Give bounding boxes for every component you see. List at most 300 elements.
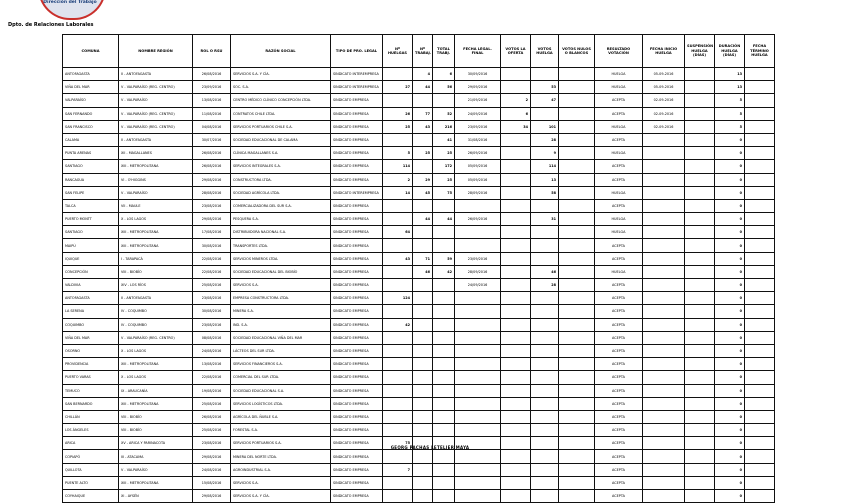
table-cell: 0 [715,160,745,173]
table-cell: 5 [715,107,745,120]
table-cell [643,397,685,410]
table-cell [501,213,531,226]
table-cell: PESQUERA S.A. [231,213,331,226]
table-cell: 22/08/2016 [193,371,231,384]
table-cell: SINDICATO EMPRESA [331,331,383,344]
table-cell: VIÑA DEL MAR [63,331,119,344]
table-cell [501,199,531,212]
table-cell [685,265,715,278]
table-cell: 25 [383,120,413,133]
table-cell [745,476,775,489]
table-cell: 30/08/2016 [193,239,231,252]
column-header: VOTOS HUELGA [531,35,559,68]
table-cell: 04/08/2016 [193,120,231,133]
table-cell: 44 [413,81,433,94]
table-row [63,410,775,423]
table-cell [685,331,715,344]
table-row [63,173,775,186]
table-cell [383,68,413,81]
table-cell: ACEPTA [595,133,643,146]
logo [38,0,102,20]
table-cell [559,331,595,344]
table-cell [685,476,715,489]
table-cell [643,450,685,463]
table-cell [531,490,559,503]
table-cell [501,292,531,305]
table-cell [685,279,715,292]
table-cell: XIII - METROPOLITANA [119,239,193,252]
table-cell: HUELGA [595,186,643,199]
table-cell [559,239,595,252]
table-cell: 59 [433,252,455,265]
table-cell [455,226,501,239]
table-cell: 29/08/2016 [193,173,231,186]
table-cell: 0 [715,226,745,239]
table-cell: SOCIEDAD EDUCACIONAL DEL BIOBÍO [231,265,331,278]
table-cell: 0 [715,213,745,226]
table-cell [383,133,413,146]
table-cell [745,279,775,292]
table-cell [685,133,715,146]
table-cell [643,265,685,278]
table-cell: COMERCIALIZADORA DEL SUR S.A. [231,199,331,212]
table-cell [559,279,595,292]
table-cell [433,305,455,318]
table-cell: 2 [501,94,531,107]
table-cell: ACEPTA [595,239,643,252]
table-cell [531,463,559,476]
table-cell [643,213,685,226]
table-cell: TALCA [63,199,119,212]
table-cell [501,384,531,397]
table-cell [643,226,685,239]
table-cell: 0 [715,252,745,265]
table-row [63,371,775,384]
table-cell [383,344,413,357]
table-cell [433,476,455,489]
table-cell: 5 [715,120,745,133]
table-cell [531,226,559,239]
table-cell [531,410,559,423]
table-cell [643,384,685,397]
table-cell [413,344,433,357]
table-cell [685,410,715,423]
table-cell: XIII - METROPOLITANA [119,397,193,410]
table-cell: COYHAIQUE [63,490,119,503]
table-cell [745,410,775,423]
table-cell [433,344,455,357]
table-cell [745,173,775,186]
column-header: ROL O RSU [193,35,231,68]
table-cell [685,397,715,410]
table-cell [685,160,715,173]
table-cell: 28 [531,133,559,146]
table-cell: SINDICATO EMPRESA [331,226,383,239]
table-cell: 25 [433,173,455,186]
table-cell: 0 [715,424,745,437]
table-cell [643,331,685,344]
table-cell: SINDICATO EMPRESA [331,265,383,278]
table-cell: 0 [715,318,745,331]
table-cell: LOS ÁNGELES [63,424,119,437]
table-cell: 05-09-2016 [643,68,685,81]
table-cell: HUELGA [595,147,643,160]
table-cell: 75 [383,437,413,450]
table-cell: CHILLÁN [63,410,119,423]
table-cell: VALPARAÍSO [63,94,119,107]
table-cell [559,358,595,371]
table-cell: SINDICATO INTEREMPRESA [331,81,383,94]
table-cell [559,120,595,133]
table-cell [685,358,715,371]
table-cell: X - LOS LAGOS [119,213,193,226]
table-cell: SINDICATO INTEREMPRESA [331,186,383,199]
table-cell: 101 [531,120,559,133]
table-cell [383,476,413,489]
table-cell: 5 [715,94,745,107]
table-cell: 53 [531,81,559,94]
table-cell: 26/08/2016 [193,160,231,173]
table-cell [383,371,413,384]
table-cell: VIII - BIOBÍO [119,424,193,437]
table-cell [531,331,559,344]
column-header: SUSPENSIÓN HUELGA (DÍAS) [685,35,715,68]
table-cell [559,226,595,239]
table-cell [559,173,595,186]
table-cell [455,199,501,212]
table-cell: 23/09/2016 [455,252,501,265]
table-cell [501,226,531,239]
table-cell [685,318,715,331]
table-cell: 58 [531,186,559,199]
table-cell: 77 [413,107,433,120]
table-cell: SINDICATO EMPRESA [331,305,383,318]
table-cell [531,199,559,212]
table-cell: ACEPTA [595,476,643,489]
table-cell: XIV - LOS RÍOS [119,279,193,292]
table-cell [685,463,715,476]
table-cell [413,358,433,371]
table-cell: ACEPTA [595,305,643,318]
table-cell [559,490,595,503]
table-cell [455,410,501,423]
table-cell: 22/08/2016 [193,265,231,278]
table-cell [685,239,715,252]
table-cell: CENTRO MÉDICO CLÍNICO CONCEPCIÓN LTDA. [231,94,331,107]
table-row [63,160,775,173]
report-table [62,34,775,503]
table-cell: 45 [413,186,433,199]
table-cell [501,331,531,344]
table-cell: 6 [501,107,531,120]
table-cell [643,252,685,265]
footer-text: GEORG PACHAS LETELIER MAYA [390,445,470,450]
table-cell [531,476,559,489]
table-cell: SERVICIOS PORTUARIOS CHILE S.A. [231,120,331,133]
table-cell: 0 [715,410,745,423]
table-cell: HUELGA [595,226,643,239]
table-cell [501,173,531,186]
table-cell: 114 [383,160,413,173]
table-cell [745,371,775,384]
table-cell [383,490,413,503]
table-cell: SINDICATO EMPRESA [331,120,383,133]
table-row [63,279,775,292]
table-cell: CLÍNICA MAGALLANES S.A. [231,147,331,160]
table-cell [433,463,455,476]
table-cell [643,133,685,146]
table-cell [559,410,595,423]
table-cell: SINDICATO EMPRESA [331,424,383,437]
table-cell: 13 [715,81,745,94]
table-cell [685,292,715,305]
table-cell: V - VALPARAÍSO (REG. CENTRO) [119,81,193,94]
table-cell: 64 [383,226,413,239]
table-cell: 0 [715,133,745,146]
table-row [63,226,775,239]
table-cell [559,292,595,305]
table-cell [413,94,433,107]
table-cell: HUELGA [595,265,643,278]
table-cell [643,463,685,476]
table-cell [413,476,433,489]
table-cell: SINDICATO EMPRESA [331,173,383,186]
table-cell: MINERA DEL NORTE LTDA. [231,450,331,463]
table-cell [745,107,775,120]
table-cell [413,133,433,146]
table-cell [643,292,685,305]
table-cell [501,490,531,503]
table-cell [745,226,775,239]
table-cell [413,450,433,463]
table-cell [433,292,455,305]
table-cell: 02-09-2016 [643,120,685,133]
column-header: Nº TRABAJ. [413,35,433,68]
table-cell: 0 [715,147,745,160]
table-cell [559,397,595,410]
table-cell [559,107,595,120]
table-cell [685,384,715,397]
column-header: NOMBRE REGIÓN [119,35,193,68]
table-cell [413,318,433,331]
department-title: Dpto. de Relaciones Laborales [8,22,94,28]
table-cell: SERVICIOS S.A. [231,279,331,292]
table-row [63,94,775,107]
table-cell [643,476,685,489]
table-cell: 02-09-2016 [643,94,685,107]
table-cell: MAIPÚ [63,239,119,252]
table-cell: 17/08/2016 [193,226,231,239]
table-cell: TEMUCO [63,384,119,397]
table-cell [559,371,595,384]
table-cell [531,384,559,397]
table-cell [531,450,559,463]
table-row [63,318,775,331]
table-cell: SOCIEDAD EDUCACIONAL S.A. [231,384,331,397]
table-cell [433,239,455,252]
table-cell: 0 [715,371,745,384]
table-cell [383,239,413,252]
table-cell [745,68,775,81]
table-cell: V - VALPARAÍSO [119,463,193,476]
table-cell: VIII - BIOBÍO [119,265,193,278]
table-row [63,147,775,160]
table-row [63,120,775,133]
table-row [63,331,775,344]
table-cell: ANTOFAGASTA [63,68,119,81]
table-header-row [63,35,775,68]
table-cell: VI - O'HIGGINS [119,173,193,186]
table-cell: PUENTE ALTO [63,476,119,489]
table-cell [643,147,685,160]
table-cell: 0 [715,186,745,199]
table-cell: AGROINDUSTRIAL S.A. [231,463,331,476]
table-cell: 13/08/2016 [193,358,231,371]
table-cell [433,331,455,344]
table-cell [745,147,775,160]
table-cell: V - VALPARAÍSO (REG. CENTRO) [119,120,193,133]
table-cell: 0 [715,173,745,186]
table-row [63,490,775,503]
table-cell: SERVICIOS S.A. [231,476,331,489]
table-cell: 23/08/2016 [193,318,231,331]
table-cell [643,199,685,212]
table-cell [685,344,715,357]
table-cell [559,463,595,476]
table-cell: ACEPTA [595,94,643,107]
table-row [63,133,775,146]
table-cell: EMPRESA CONSTRUCTORA LTDA. [231,292,331,305]
table-row [63,81,775,94]
table-cell [501,160,531,173]
table-cell: 0 [715,331,745,344]
table-cell: 23/08/2016 [193,437,231,450]
table-cell: 05/09/2016 [455,160,501,173]
table-cell: IV - COQUIMBO [119,305,193,318]
table-cell: 124 [383,292,413,305]
table-cell [745,331,775,344]
table-cell: 0 [715,397,745,410]
table-cell [413,410,433,423]
table-row [63,450,775,463]
table-cell [643,160,685,173]
table-cell [745,318,775,331]
table-cell [501,397,531,410]
table-cell: 5 [383,147,413,160]
table-cell: 30/07/2016 [193,133,231,146]
table-cell: ACEPTA [595,173,643,186]
table-cell [745,239,775,252]
table-cell [433,490,455,503]
table-row [63,344,775,357]
table-cell: ACEPTA [595,199,643,212]
table-row [63,463,775,476]
table-cell: 0 [715,463,745,476]
table-cell [685,371,715,384]
table-cell [745,292,775,305]
table-cell: CONCEPCIÓN [63,265,119,278]
table-cell [501,265,531,278]
table-cell [559,252,595,265]
table-cell: X - LOS LAGOS [119,344,193,357]
table-cell: 114 [531,160,559,173]
table-cell: SINDICATO EMPRESA [331,476,383,489]
table-cell: 28 [531,279,559,292]
table-cell [745,344,775,357]
table-cell: SINDICATO EMPRESA [331,133,383,146]
table-cell [643,186,685,199]
table-cell: 23/08/2016 [193,199,231,212]
table-cell: OSORNO [63,344,119,357]
table-cell [531,424,559,437]
table-cell: ARICA [63,437,119,450]
table-cell: CALAMA [63,133,119,146]
table-cell: 6 [433,68,455,81]
column-header: TOTAL TRABJ. [433,35,455,68]
table-cell [413,279,433,292]
table-cell [685,252,715,265]
table-cell: DISTRIBUIDORA NACIONAL S.A. [231,226,331,239]
table-cell [501,424,531,437]
table-cell: ANTOFAGASTA [63,292,119,305]
table-cell: V - VALPARAÍSO [119,186,193,199]
table-cell: ACEPTA [595,358,643,371]
table-cell [559,424,595,437]
table-cell: V - VALPARAÍSO (REG. CENTRO) [119,331,193,344]
table-cell: 0 [715,476,745,489]
table-cell [455,450,501,463]
table-cell: 25/08/2016 [193,424,231,437]
table-cell [413,384,433,397]
table-cell: 30/09/2016 [455,68,501,81]
table-cell [559,305,595,318]
table-cell: SOC. S.A. [231,81,331,94]
table-cell: II - ANTOFAGASTA [119,133,193,146]
table-cell: ACEPTA [595,424,643,437]
table-row [63,68,775,81]
table-cell [455,358,501,371]
table-cell: 0 [715,239,745,252]
table-cell: SINDICATO EMPRESA [331,160,383,173]
table-cell [559,160,595,173]
table-cell: ACEPTA [595,397,643,410]
table-cell [745,490,775,503]
table-cell [455,331,501,344]
table-cell: LA SERENA [63,305,119,318]
table-cell: SINDICATO EMPRESA [331,358,383,371]
table-cell: COQUIMBO [63,318,119,331]
table-cell: SOCIEDAD EDUCACIONAL VIÑA DEL MAR [231,331,331,344]
table-cell [413,292,433,305]
table-cell [559,68,595,81]
table-cell: SINDICATO EMPRESA [331,410,383,423]
table-row [63,397,775,410]
table-cell: 28/09/2016 [455,186,501,199]
table-cell: IV - COQUIMBO [119,318,193,331]
table-cell [745,252,775,265]
table-cell: 42 [433,265,455,278]
table-cell: 27 [383,81,413,94]
table-cell [685,490,715,503]
table-cell: 75 [433,186,455,199]
table-cell: 28/09/2016 [455,265,501,278]
table-cell [413,226,433,239]
table-cell [455,384,501,397]
table-cell: 24/08/2016 [193,463,231,476]
table-cell [501,68,531,81]
table-cell [383,213,413,226]
table-cell: SINDICATO INTEREMPRESA [331,68,383,81]
